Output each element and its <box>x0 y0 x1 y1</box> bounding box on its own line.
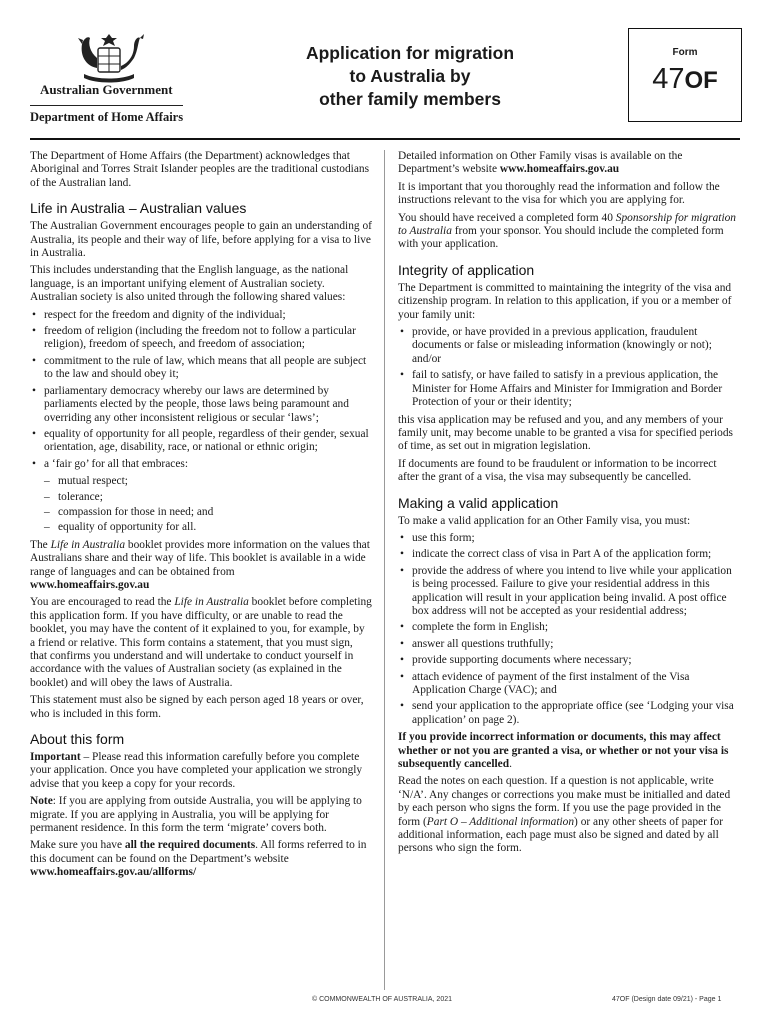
booklet-title: Life in Australia <box>174 596 249 609</box>
text: You should have received a completed form 40 <box>398 211 616 224</box>
warning <box>398 731 740 771</box>
text: from your sponsor. You should include the completed form with your application. <box>398 225 724 251</box>
text: The <box>30 538 51 551</box>
list-item: • provide supporting documents where necessary; <box>398 654 740 667</box>
fair-go-list <box>30 475 372 535</box>
form-number-digits: 47 <box>652 63 685 95</box>
paragraph <box>398 775 740 855</box>
heading-about-this-form: About this form <box>30 731 125 748</box>
form-number <box>629 63 741 96</box>
heading-life-in-australia: Life in Australia – Australian values <box>30 200 247 217</box>
text: Read the notes on each question. If a question is not applicable, write ‘N/A’. Any changes or corrections you make must be initialled and dated by each person who signs the form. If you use the page provided in the form ( <box>398 775 731 828</box>
list-item: • use this form; <box>398 532 740 545</box>
page-info: 47OF (Design date 09/21) - Page 1 <box>612 996 722 1003</box>
list-item: – compassion for those in need; and <box>30 506 372 519</box>
paragraph <box>30 839 372 879</box>
text: booklet provides more information on the values that Australians share and their way of life. This booklet is available in a wide range of languages and can be obtained from <box>30 538 370 578</box>
acknowledgement: The Department of Home Affairs (the Department) acknowledges that Aboriginal and Torres Strait Islander peoples are the traditional custodians of the Australian land. <box>30 150 370 189</box>
paragraph <box>30 539 372 593</box>
page-header <box>0 0 768 140</box>
paragraph: This includes understanding that the English language, as the national language, is an important unifying element of Australian society. Australian society is also united through the following shared values: <box>30 264 349 304</box>
text: – Please read this information carefully before you complete your application. Once you have completed your application we strongly advise that you keep a copy for your records. <box>30 751 363 790</box>
paragraph <box>30 751 372 791</box>
text: Detailed information on Other Family visas is available on the Department’s website <box>398 150 683 176</box>
list-item: • respect for the freedom and dignity of the individual; <box>30 309 372 322</box>
form-number-suffix: OF <box>684 67 718 94</box>
department-name: Department of Home Affairs <box>30 105 183 125</box>
part-reference: Part O – Additional information <box>426 815 575 828</box>
list-item: • a ‘fair go’ for all that embraces: <box>30 458 372 471</box>
list-item: • commitment to the rule of law, which means that all people are subject to the law and should obey it; <box>30 355 372 382</box>
title-line: Application for migration <box>305 43 515 63</box>
right-column <box>398 150 740 860</box>
text: ) or any other sheets of paper for additional information, each page must also be signed and dated by all persons who sign the form. <box>398 815 724 855</box>
heading-valid-application: Making a valid application <box>398 494 559 511</box>
values-list <box>30 309 372 471</box>
list-item: • attach evidence of payment of the first instalment of the Visa Application Charge (VAC); and <box>398 671 740 698</box>
title-line: to Australia by <box>349 66 471 86</box>
list-item: • provide, or have provided in a previous application, fraudulent documents or false or misleading information (knowingly or not); and/or <box>398 326 740 366</box>
text: You are encouraged to read the <box>30 596 175 609</box>
paragraph: If documents are found to be fraudulent or information to be incorrect after the grant of a visa, the visa may subsequently be cancelled. <box>398 457 717 484</box>
list-item: • fail to satisfy, or have failed to satisfy in a previous application, the Minister for Home Affairs and Minister for Immigration and Border Protection of your or their identity; <box>398 369 740 409</box>
valid-list <box>398 532 740 727</box>
paragraph: The Australian Government encourages people to gain an understanding of Australia, its people and their way of life, before applying for a visa to live in Australia. <box>30 220 372 260</box>
coat-of-arms-icon <box>64 28 154 86</box>
form-label: Form <box>672 47 698 58</box>
list-item: – equality of opportunity for all. <box>30 521 372 534</box>
list-item: • provide the address of where you intend to live while your application is being processed. Failure to give your residential address in this application will result in your application being invalid. A post office box address will not be accepted as your residential address; <box>398 565 740 619</box>
paragraph: To make a valid application for an Other Family visa, you must: <box>398 514 691 527</box>
list-item: • complete the form in English; <box>398 621 740 634</box>
list-item: • parliamentary democracy whereby our laws are determined by parliaments elected by the people, those laws being paramount and overriding any other inconsistent religious or secular ‘laws’; <box>30 385 372 425</box>
column-divider <box>384 150 385 990</box>
text: . <box>509 758 512 771</box>
paragraph <box>398 150 740 177</box>
form-title: Sponsorship for migration to Australia <box>398 211 737 238</box>
important-label: Important <box>30 751 81 764</box>
header-divider <box>30 138 740 140</box>
list-item: • send your application to the appropriate office (see ‘Lodging your visa application’ on page 2). <box>398 700 740 727</box>
text: . All forms referred to in this document can be found on the Department’s website <box>30 839 367 865</box>
forms-link[interactable]: www.homeaffairs.gov.au/allforms/ <box>30 866 197 879</box>
website-link[interactable]: www.homeaffairs.gov.au <box>499 163 620 176</box>
page-title <box>280 42 540 111</box>
paragraph: It is important that you thoroughly read the information and follow the instructions relevant to the visa for which you are applying for. <box>398 180 720 207</box>
integrity-list <box>398 326 740 409</box>
list-item: • answer all questions truthfully; <box>398 638 740 651</box>
list-item: • freedom of religion (including the freedom not to follow a particular religion), freedom of speech, and freedom of association; <box>30 325 372 352</box>
paragraph: This statement must also be signed by each person aged 18 years or over, who is included in this form. <box>30 694 364 720</box>
paragraph <box>30 795 372 835</box>
copyright: © COMMONWEALTH OF AUSTRALIA, 2021 <box>312 996 452 1003</box>
list-item: • equality of opportunity for all people, regardless of their gender, sexual orientation, age, disability, race, or national or ethnic origin; <box>30 428 372 455</box>
paragraph: The Department is committed to maintaining the integrity of the visa and citizenship program. In relation to this application, if you or a member of your family unit: <box>398 281 732 321</box>
title-line: other family members <box>319 89 501 109</box>
booklet-title: Life in Australia <box>50 538 126 551</box>
text: : If you are applying from outside Australia, you will be applying to migrate. If you are applying in Australia, you will be applying for permanent residence. In this form the term ‘migrate’ covers both. <box>30 795 362 835</box>
paragraph: this visa application may be refused and you, and any members of your family unit, may become unable to be granted a visa for specified periods of time, as set out in migration legislation. <box>398 413 733 453</box>
left-column <box>30 150 372 884</box>
paragraph <box>30 596 372 690</box>
list-item: – mutual respect; <box>30 475 372 488</box>
list-item: – tolerance; <box>30 491 372 504</box>
warning-text: If you provide incorrect information or documents, this may affect whether or not you are granted a visa, or whether or not your visa is subsequently cancelled <box>398 731 729 771</box>
emphasis: all the required documents <box>124 839 256 852</box>
text: booklet before completing this application form. If you have difficulty, or are unable to read the booklet, you may have the content of it explained to you, for example, by a friend or relative. This form contains a statement, that you must sign, that confirms you understand and will undertake to conduct yourself in accordance with the values of Australian society (as explained in the booklet) and will obey the laws of Australia. <box>30 596 372 689</box>
text: Make sure you have <box>30 839 125 852</box>
note-label: Note <box>30 795 53 808</box>
website-link[interactable]: www.homeaffairs.gov.au <box>30 578 150 591</box>
list-item: • indicate the correct class of visa in Part A of the application form; <box>398 548 740 561</box>
government-name: Australian Government <box>40 82 173 97</box>
heading-integrity: Integrity of application <box>398 261 535 278</box>
paragraph <box>398 212 740 252</box>
form-number-box <box>628 28 742 122</box>
